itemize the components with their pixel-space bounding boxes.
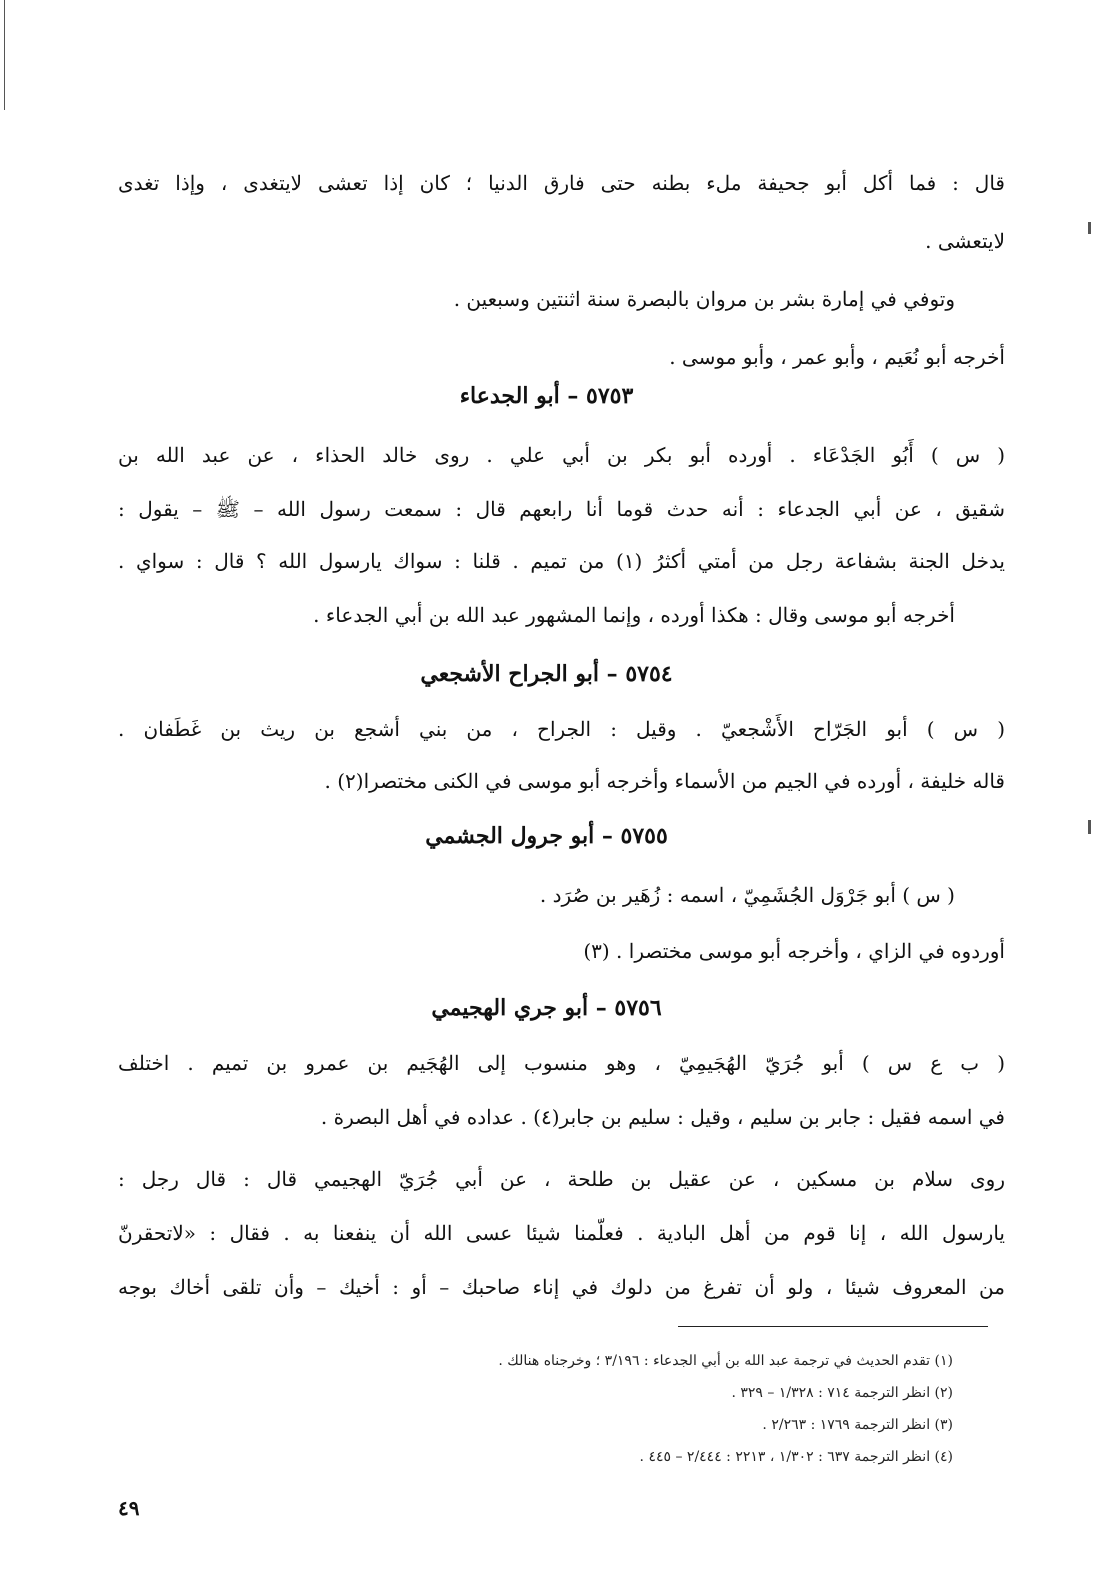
intro-line: أخرجه أبو نُعَيم ، وأبو عمر ، وأبو موسى . (669, 345, 1005, 369)
entry-line: ( ب ع س ) أبو جُرَيّ الهُجَيمِيّ ، وهو منسوب إلى الهُجَيم بن عمرو بن تميم . اختلف (118, 1051, 1005, 1075)
entry-line: شقيق ، عن أبي الجدعاء : أنه حدث قوما أنا رابعهم قال : سمعت رسول الله – ﷺ – يقول : (118, 497, 1005, 521)
entry-line: أوردوه في الزاي ، وأخرجه أبو موسى مختصرا . (٣) (583, 939, 1005, 963)
entry-line: يدخل الجنة بشفاعة رجل من أمتي أكثرُ (١) من تميم . قلنا : سواك يارسول الله ؟ قال : سواي . (118, 549, 1006, 573)
page-edge-mark (1088, 222, 1091, 234)
entry-heading: ٥٧٥٦ – أبو جري الهجيمي (431, 995, 662, 1021)
intro-line: وتوفي في إمارة بشر بن مروان بالبصرة سنة اثنتين وسبعين . (453, 287, 955, 311)
intro-line: قال : فما أكل أبو جحيفة ملء بطنه حتى فارق الدنيا ؛ كان إذا تعشى لايتغدى ، وإذا تغدى (118, 171, 1005, 195)
entry-line: يارسول الله ، إنا قوم من أهل البادية . فعلّمنا شيئا عسى الله أن ينفعنا به . فقال : «لاتحقرنّ (118, 1221, 1005, 1245)
entry-line: من المعروف شيئا ، ولو أن تفرغ من دلوك في إناء صاحبك – أو : أخيك – وأن تلقى أخاك بوجه (118, 1275, 1005, 1299)
footnote: (٣) انظر الترجمة ١٧٦٩ : ٢/٢٦٣ . (762, 1417, 953, 1433)
intro-line: لايتعشى . (925, 229, 1005, 253)
entry-line: قاله خليفة ، أورده في الجيم من الأسماء وأخرجه أبو موسى في الكنى مختصرا(٢) . (324, 769, 1005, 793)
footnote: (٤) انظر الترجمة ٦٣٧ : ١/٣٠٢ ، ٢٢١٣ : ٢/٤٤٤ – ٤٤٥ . (639, 1449, 953, 1465)
entry-line: ( س ) أبو جَرْوَل الجُشَمِيّ ، اسمه : زُهَير بن صُرَد . (539, 883, 955, 907)
entry-heading: ٥٧٥٤ – أبو الجراح الأشجعي (420, 661, 673, 687)
entry-line: روى سلام بن مسكين ، عن عقيل بن طلحة ، عن أبي جُرَيّ الهجيمي قال : قال رجل : (118, 1167, 1005, 1191)
entry-heading: ٥٧٥٥ – أبو جرول الجشمي (425, 823, 668, 849)
entry-heading: ٥٧٥٣ – أبو الجدعاء (459, 383, 634, 409)
entry-line: أخرجه أبو موسى وقال : هكذا أورده ، وإنما المشهور عبد الله بن أبي الجدعاء . (313, 603, 955, 627)
entry-line: ( س ) أَبُو الجَدْعَاء . أورده أبو بكر بن أبي علي . روى خالد الحذاء ، عن عبد الله بن (118, 443, 1005, 467)
entry-line: ( س ) أبو الجَرّاح الأَشْجعيّ . وقيل : الجراح ، من بني أشجع بن ريث بن غَطَفان . (118, 717, 1006, 741)
page-edge-mark (4, 0, 5, 110)
footnote-divider (678, 1326, 988, 1327)
page-number: ٤٩ (118, 1496, 140, 1520)
footnote: (١) تقدم الحديث في ترجمة عبد الله بن أبي الجدعاء : ٣/١٩٦ ؛ وخرجناه هنالك . (498, 1353, 953, 1369)
footnote: (٢) انظر الترجمة ٧١٤ : ١/٣٢٨ – ٣٢٩ . (731, 1385, 953, 1401)
entry-line: في اسمه فقيل : جابر بن سليم ، وقيل : سليم بن جابر(٤) . عداده في أهل البصرة . (320, 1105, 1005, 1129)
